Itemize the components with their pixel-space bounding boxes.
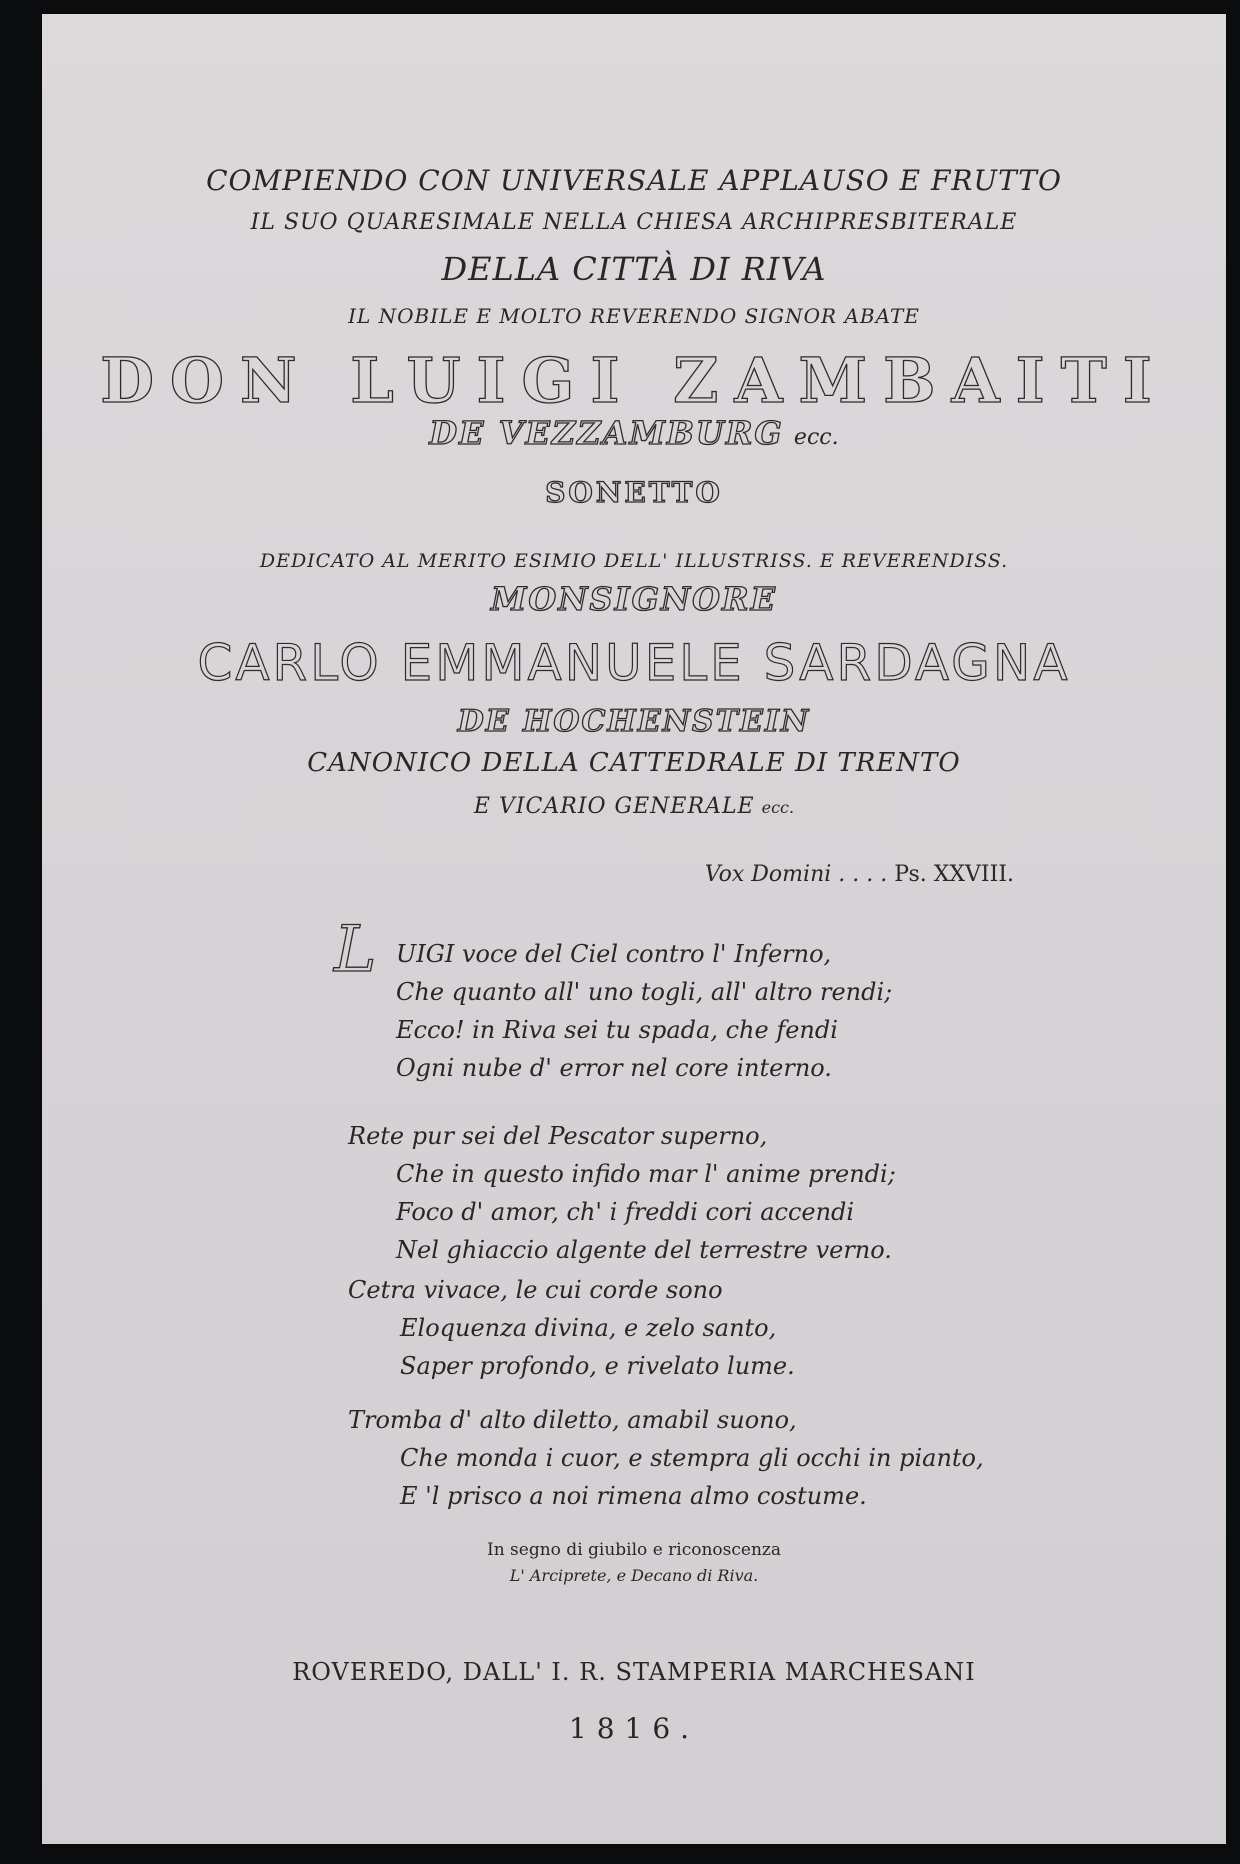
publication-year: 1816.	[568, 1712, 700, 1745]
signature-line-2: L' Arciprete, e Decano di Riva.	[509, 1566, 759, 1585]
signature-line-1: In segno di giubilo e riconoscenza	[486, 1540, 782, 1560]
poem-line: Foco d' amor, ch' i freddi cori accendi	[396, 1198, 855, 1226]
poem-line: Che quanto all' uno togli, all' altro rendi;	[396, 978, 893, 1006]
poem-line: Che in questo infido mar l' anime prendi;	[396, 1160, 896, 1188]
poem-line: UIGI voce del Ciel contro l' Inferno,	[396, 940, 832, 968]
header-line-4: IL NOBILE E MOLTO REVERENDO SIGNOR ABATE	[348, 304, 920, 328]
poem-line: Ecco! in Riva sei tu spada, che fendi	[396, 1016, 838, 1044]
poem-line: Che monda i cuor, e stempra gli occhi in pianto,	[400, 1444, 984, 1472]
header-line-3: DELLA CITTÀ DI RIVA	[441, 250, 827, 288]
dedicatee-subtitle: DE HOCHENSTEIN	[457, 704, 811, 739]
dedication-line: DEDICATO AL MERITO ESIMIO DELL' ILLUSTRISS. E REVERENDISS.	[259, 550, 1009, 572]
poem-line: Rete pur sei del Pescator superno,	[348, 1122, 768, 1150]
epigraph	[705, 862, 1014, 887]
honoree-subtitle-tail: ecc.	[793, 425, 839, 450]
epigraph-reference: Ps. XXVIII.	[894, 862, 1014, 887]
poem-line: Tromba d' alto diletto, amabil suono,	[348, 1406, 797, 1434]
poem-line: Nel ghiaccio algente del terrestre verno.	[396, 1236, 892, 1264]
poem-line: Eloquenza divina, e zelo santo,	[400, 1314, 777, 1342]
honorific: MONSIGNORE	[490, 580, 778, 618]
role-line-2-tail: ecc.	[761, 798, 795, 817]
epigraph-text: Vox Domini . . . .	[704, 862, 888, 887]
honoree-subtitle-text: DE VEZZAMBURG	[429, 414, 784, 452]
honoree-name: DON LUIGI ZAMBAITI	[100, 344, 1168, 417]
poem-line: Saper profondo, e rivelato lume.	[400, 1352, 795, 1380]
role-line-1: CANONICO DELLA CATTEDRALE DI TRENTO	[307, 748, 961, 778]
printer-imprint: ROVEREDO, DALL' I. R. STAMPERIA MARCHESANI	[292, 1658, 976, 1686]
poem-line: E 'l prisco a noi rimena almo costume.	[400, 1482, 867, 1510]
role-line-2	[42, 794, 1226, 819]
header-line-2: IL SUO QUARESIMALE NELLA CHIESA ARCHIPRESBITERALE	[250, 210, 1018, 235]
role-line-2-text: E VICARIO GENERALE	[473, 794, 755, 819]
honoree-subtitle	[42, 414, 1226, 452]
document-title: SONETTO	[545, 476, 723, 509]
poem-line: Cetra vivace, le cui corde sono	[348, 1276, 723, 1304]
printed-sheet	[42, 14, 1226, 1844]
dedicatee-name: CARLO EMMANUELE SARDAGNA	[197, 634, 1071, 692]
poem-line: Ogni nube d' error nel core interno.	[396, 1054, 832, 1082]
header-line-1: COMPIENDO CON UNIVERSALE APPLAUSO E FRUTTO	[206, 164, 1062, 197]
drop-capital: L	[334, 913, 377, 987]
